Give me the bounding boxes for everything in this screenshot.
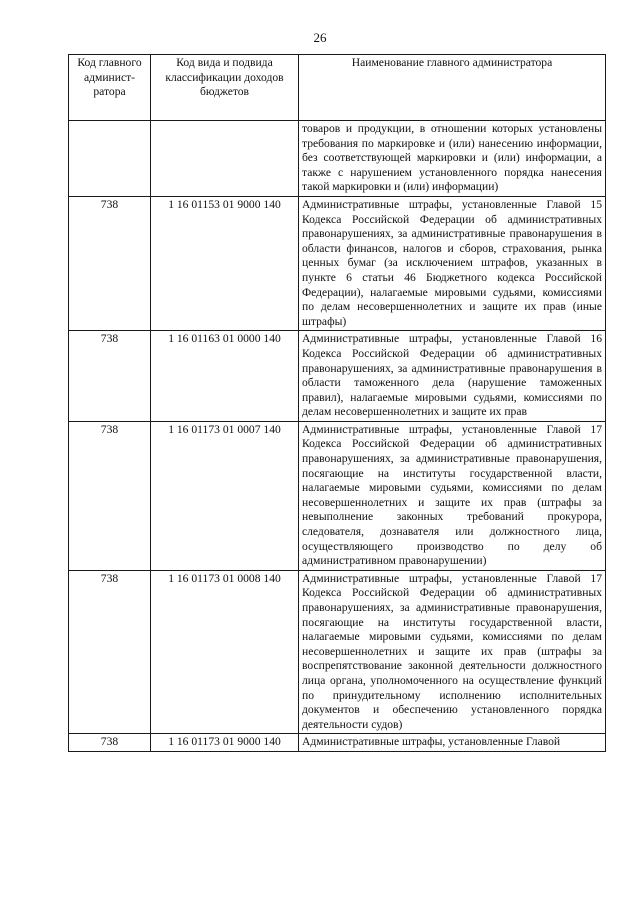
name-cell: Административные штрафы, установленные Главой 15 Кодекса Российской Федерации об административных правонарушениях, за административные правонарушения в области финансов, налогов и сборов, страхования, рынка ценных бумаг (за исключением штрафов, указанных в пункте 6 статьи 46 Бюджетного кодекса Российской Федерации), налагаемые мировыми судьями, комиссиями по делам несовершеннолетних и защите их прав (иные штрафы) (299, 196, 606, 330)
table-row (69, 570, 606, 734)
admin-code-cell: 738 (69, 570, 151, 734)
name-cell: Административные штрафы, установленные Главой 16 Кодекса Российской Федерации об административных правонарушениях, за административные правонарушения в области таможенного дела (нарушение таможенных правил), налагаемые мировыми судьями, комиссиями по делам несовершеннолетних и защите их прав (299, 331, 606, 422)
header-admin-code: Код главного админист-ратора (69, 55, 151, 121)
header-kbk: Код вида и подвида классификации доходов бюджетов (151, 55, 299, 121)
name-cell: Административные штрафы, установленные Главой (299, 734, 606, 752)
kbk-cell: 1 16 01173 01 9000 140 (151, 734, 299, 752)
table-row (69, 421, 606, 570)
name-cell: Административные штрафы, установленные Главой 17 Кодекса Российской Федерации об административных правонарушениях, за административные правонарушения, посягающие на институты государственной власти, налагаемые мировыми судьями, комиссиями по делам несовершеннолетних и защите их прав (штрафы за воспрепятствование законной деятельности должностного лица органа, уполномоченного на осуществление функций по принудительному исполнению исполнительных документов и обеспечению установленного порядка деятельности судов) (299, 570, 606, 734)
kbk-cell: 1 16 01163 01 0000 140 (151, 331, 299, 422)
kbk-cell (151, 121, 299, 197)
kbk-cell: 1 16 01153 01 9000 140 (151, 196, 299, 330)
revenue-classification-table (68, 54, 606, 752)
kbk-cell: 1 16 01173 01 0008 140 (151, 570, 299, 734)
page-number: 26 (313, 30, 327, 45)
table-row (69, 734, 606, 752)
table-row (69, 196, 606, 330)
table-header-row (69, 55, 606, 121)
admin-code-cell: 738 (69, 196, 151, 330)
table-row (69, 121, 606, 197)
name-cell: товаров и продукции, в отношении которых установлены требования по маркировке и (или) нанесению информации, без соответствующей маркировки и (или) информации, а также с нарушением установленного порядка нанесения такой маркировки и (или) информации) (299, 121, 606, 197)
admin-code-cell: 738 (69, 331, 151, 422)
header-name: Наименование главного администратора (299, 55, 606, 121)
name-cell: Административные штрафы, установленные Главой 17 Кодекса Российской Федерации об административных правонарушениях, за административные правонарушения, посягающие на институты государственной власти, налагаемые мировыми судьями, комиссиями по делам несовершеннолетних и защите их прав (штрафы за невыполнение законных требований прокурора, следователя, дознавателя или должностного лица, осуществляющего производство по делу об административном правонарушении) (299, 421, 606, 570)
admin-code-cell (69, 121, 151, 197)
admin-code-cell: 738 (69, 734, 151, 752)
kbk-cell: 1 16 01173 01 0007 140 (151, 421, 299, 570)
table-row (69, 331, 606, 422)
admin-code-cell: 738 (69, 421, 151, 570)
